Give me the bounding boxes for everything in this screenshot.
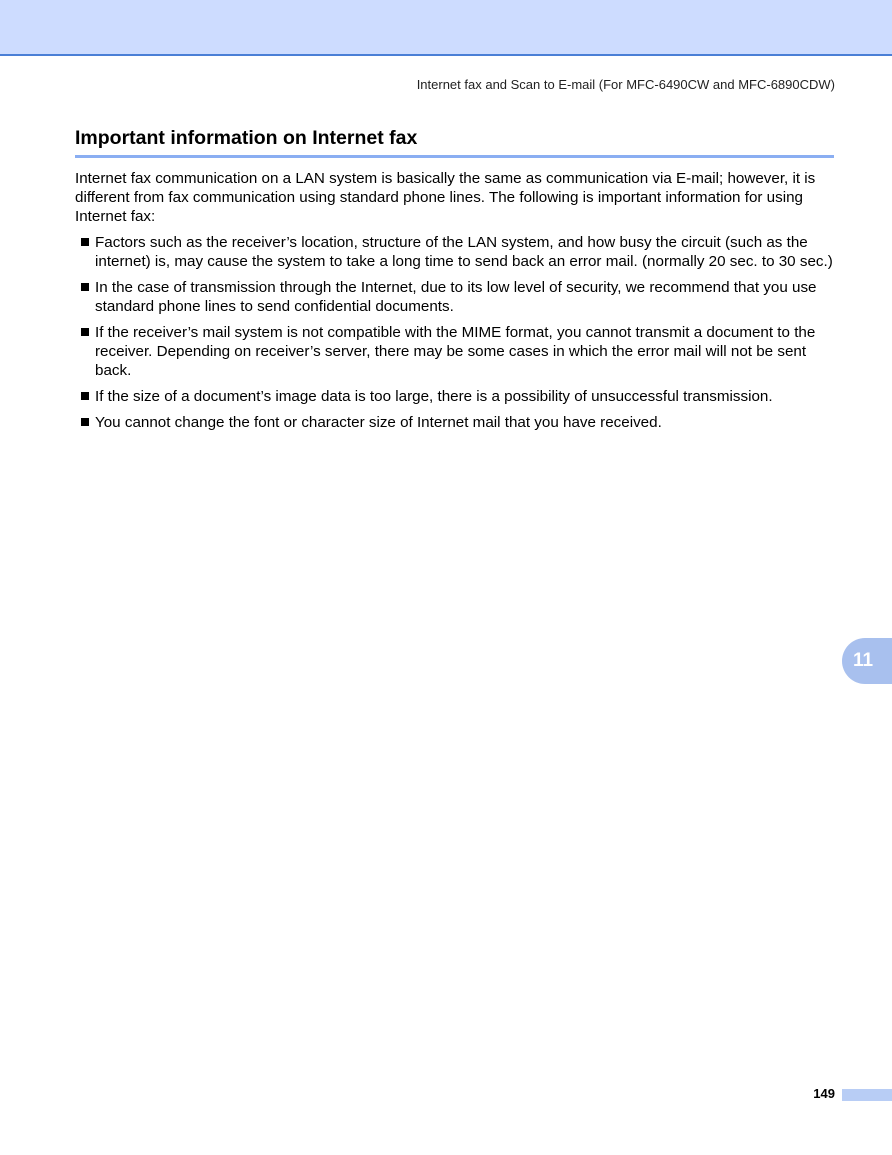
section-title: Important information on Internet fax <box>75 127 418 149</box>
list-item-text: If the size of a document’s image data is too large, there is a possibility of unsuccessful transmission. <box>95 388 773 405</box>
list-item-text: Factors such as the receiver’s location, structure of the LAN system, and how busy the circuit (such as the internet) is, may cause the system to take a long time to send back an error mail. (normally 20 sec. to 30 sec.) <box>95 234 833 270</box>
footer-accent-bar <box>842 1089 892 1101</box>
square-bullet-icon <box>81 283 89 291</box>
list-item <box>75 387 835 406</box>
square-bullet-icon <box>81 392 89 400</box>
section-body <box>75 169 835 439</box>
top-header-band <box>0 0 892 56</box>
intro-paragraph: Internet fax communication on a LAN system is basically the same as communication via E-mail; however, it is different from fax communication using standard phone lines. The following is important information for using Internet fax: <box>75 170 816 225</box>
list-item <box>75 233 835 271</box>
square-bullet-icon <box>81 328 89 336</box>
bullet-list <box>75 233 835 432</box>
list-item <box>75 323 835 380</box>
chapter-number: 11 <box>852 650 874 671</box>
square-bullet-icon <box>81 418 89 426</box>
list-item-text: In the case of transmission through the Internet, due to its low level of security, we recommend that you use standard phone lines to send confidential documents. <box>95 279 817 315</box>
page-number: 149 <box>813 1086 835 1101</box>
list-item <box>75 278 835 316</box>
list-item-text: You cannot change the font or character size of Internet mail that you have received. <box>95 414 662 431</box>
chapter-tab <box>842 638 892 684</box>
list-item-text: If the receiver’s mail system is not compatible with the MIME format, you cannot transmit a document to the receiver. Depending on receiver’s server, there may be some cases in which the error mail will not be sent back. <box>95 324 816 379</box>
list-item <box>75 413 835 432</box>
title-underline <box>75 155 834 158</box>
square-bullet-icon <box>81 238 89 246</box>
running-header: Internet fax and Scan to E-mail (For MFC-6490CW and MFC-6890CDW) <box>416 77 835 92</box>
